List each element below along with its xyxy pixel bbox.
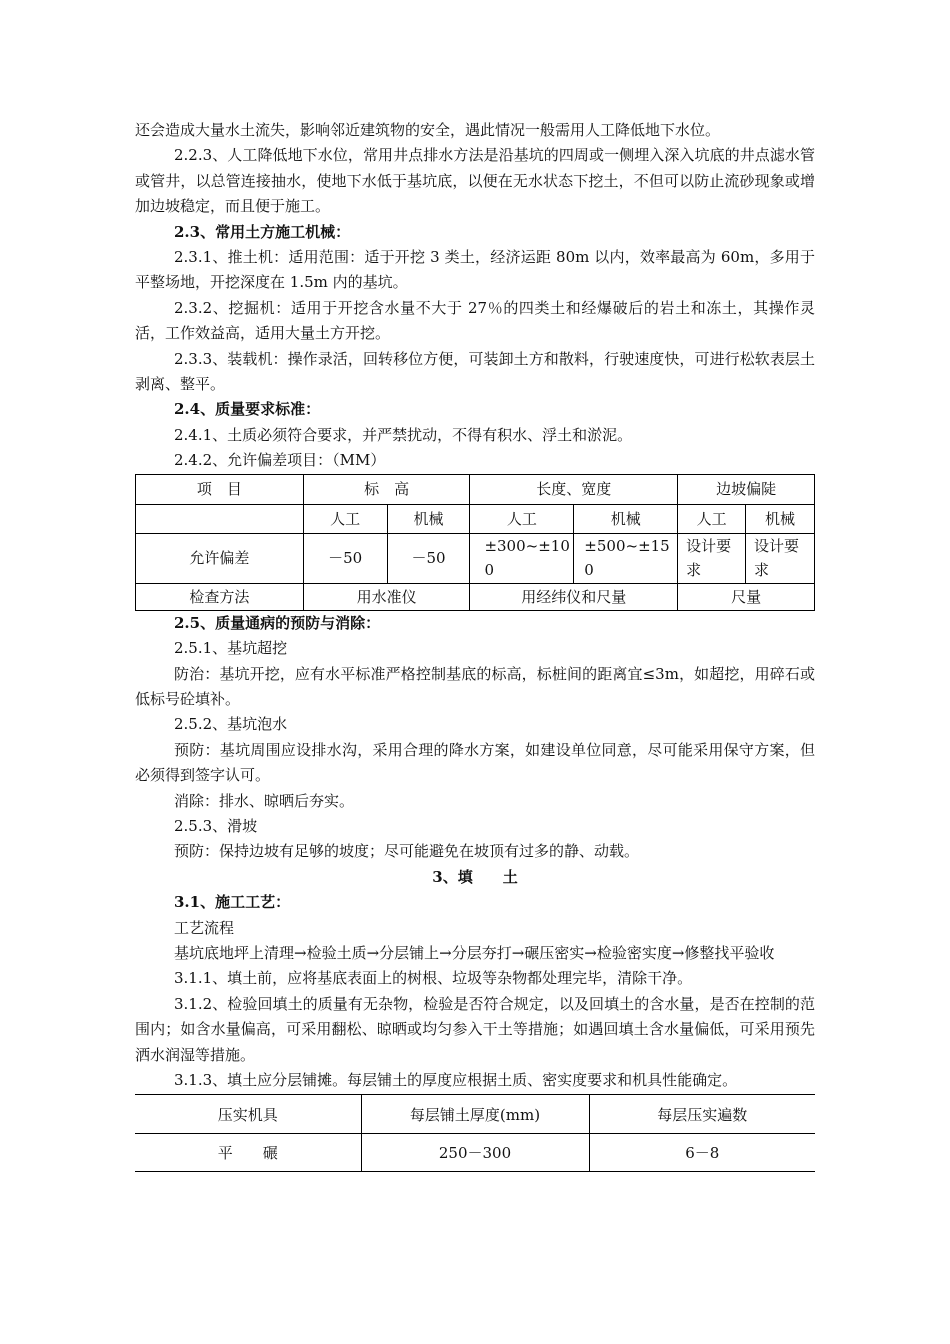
paragraph-2-5-2: 2.5.2、基坑泡水 [174, 715, 288, 734]
paragraph-process-flow-label: 工艺流程 [174, 918, 235, 937]
table-row [136, 533, 815, 583]
tolerance-table [135, 474, 815, 611]
paragraph-prevention-3: 预防：保持边坡有足够的坡度；尽可能避免在坡顶有过多的静、动载。 [174, 842, 640, 861]
header-elevation: 标 高 [303, 474, 470, 504]
header-passes: 每层压实遍数 [589, 1095, 815, 1134]
paragraph-3-1-2: 3.1.2、检验回填土的质量有无杂物，检验是否符合规定，以及回填土的含水量，是否在控制的范围内；如含水量偏高，可采用翻松、晾晒或均匀参入干土等措施；如遇回填土含水量偏低，可采用预先洒水润湿等措施。 [135, 994, 815, 1064]
table-cell: ±300~±100 [470, 533, 574, 583]
paragraph-2-4-1: 2.4.1、土质必须符合要求，并严禁扰动，不得有积水、浮土和淤泥。 [174, 425, 633, 444]
row-label: 检查方法 [136, 583, 304, 610]
subheader-cell: 机械 [746, 504, 815, 533]
table-cell: 250－300 [361, 1134, 589, 1172]
header-slope: 边坡偏陡 [678, 474, 815, 504]
table-cell: 6－8 [589, 1134, 815, 1172]
header-thickness: 每层铺土厚度(mm) [361, 1095, 589, 1134]
table-cell: ±500~±150 [574, 533, 678, 583]
header-machine: 压实机具 [135, 1095, 361, 1134]
paragraph-2-2-3: 2.2.3、人工降低地下水位，常用井点排水方法是沿基坑的四周或一侧埋入深入坑底的井点滤水管或管井，以总管连接抽水，使地下水低于基坑底，以便在无水状态下挖土，不但可以防止流砂现象或增加边坡稳定，而且便于施工。 [135, 146, 815, 216]
table-cell: －50 [387, 533, 470, 583]
paragraph-2-5-3: 2.5.3、滑坡 [174, 816, 258, 835]
empty-cell [136, 504, 304, 533]
table-header-row [136, 474, 815, 504]
paragraph-2-5-1: 2.5.1、基坑超挖 [174, 639, 288, 658]
subheader-cell: 机械 [574, 504, 678, 533]
table-cell: 用经纬仪和尺量 [470, 583, 678, 610]
paragraph-continuation: 还会造成大量水土流失，影响邻近建筑物的安全，遇此情况一般需用人工降低地下水位。 [135, 121, 721, 139]
paragraph-3-1-1: 3.1.1、填土前，应将基底表面上的树根、垃圾等杂物都处理完毕，清除干净。 [174, 969, 693, 988]
paragraph-prevention-2: 预防：基坑周围应设排水沟，采用合理的降水方案，如建设单位同意，尽可能采用保守方案，但必须得到签字认可。 [135, 740, 815, 785]
compaction-table [135, 1094, 815, 1172]
subheader-cell: 人工 [470, 504, 574, 533]
table-cell: 尺量 [678, 583, 815, 610]
paragraph-3-1-3: 3.1.3、填土应分层铺摊。每层铺土的厚度应根据土质、密实度要求和机具性能确定。 [174, 1071, 738, 1089]
heading-3-1: 3.1、施工工艺： [174, 893, 291, 912]
table-cell: 设计要求 [746, 533, 815, 583]
paragraph-2-3-1: 2.3.1、推土机：适用范围：适于开挖 3 类土，经济运距 80m 以内，效率最高为 60m，多用于平整场地，开挖深度在 1.5m 内的基坑。 [135, 248, 815, 292]
paragraph-elimination: 消除：排水、晾晒后夯实。 [174, 791, 355, 810]
section-title-3: 3、填 土 [432, 867, 518, 886]
table-cell: －50 [303, 533, 387, 583]
paragraph-2-4-2: 2.4.2、允许偏差项目：（MM） [174, 451, 386, 470]
table-header-row [135, 1095, 815, 1134]
table-cell: 用水准仪 [303, 583, 470, 610]
paragraph-prevention-1: 防治：基坑开挖，应有水平标准严格控制基底的标高，标桩间的距离宜≤3m，如超挖，用碎石或低标号砼填补。 [135, 664, 815, 708]
paragraph-process-flow: 基坑底地坪上清理→检验土质→分层铺上→分层夯打→碾压密实→检验密实度→修整找平验收 [174, 943, 775, 962]
subheader-cell: 人工 [678, 504, 746, 533]
table-cell: 设计要求 [678, 533, 746, 583]
paragraph-2-3-2: 2.3.2、挖掘机：适用于开挖含水量不大于 27％的四类土和经爆破后的岩土和冻土，其操作灵活，工作效益高，适用大量土方开挖。 [135, 298, 815, 343]
table-cell: 平 碾 [135, 1134, 361, 1172]
paragraph-2-3-3: 2.3.3、装载机：操作录活，回转移位方便，可装卸土方和散料，行驶速度快，可进行松软表层土剥离、整平。 [135, 349, 815, 394]
subheader-cell: 人工 [303, 504, 387, 533]
table-subheader-row [136, 504, 815, 533]
heading-2-3: 2.3、常用土方施工机械： [174, 222, 351, 241]
header-item: 项 目 [136, 474, 304, 504]
document-page [135, 118, 815, 1172]
heading-2-4: 2.4、质量要求标准： [174, 400, 321, 419]
subheader-cell: 机械 [387, 504, 470, 533]
table-row [135, 1134, 815, 1172]
row-label: 允许偏差 [136, 533, 304, 583]
header-length-width: 长度、宽度 [470, 474, 678, 504]
heading-2-5: 2.5、质量通病的预防与消除： [174, 613, 381, 632]
table-row [136, 583, 815, 610]
